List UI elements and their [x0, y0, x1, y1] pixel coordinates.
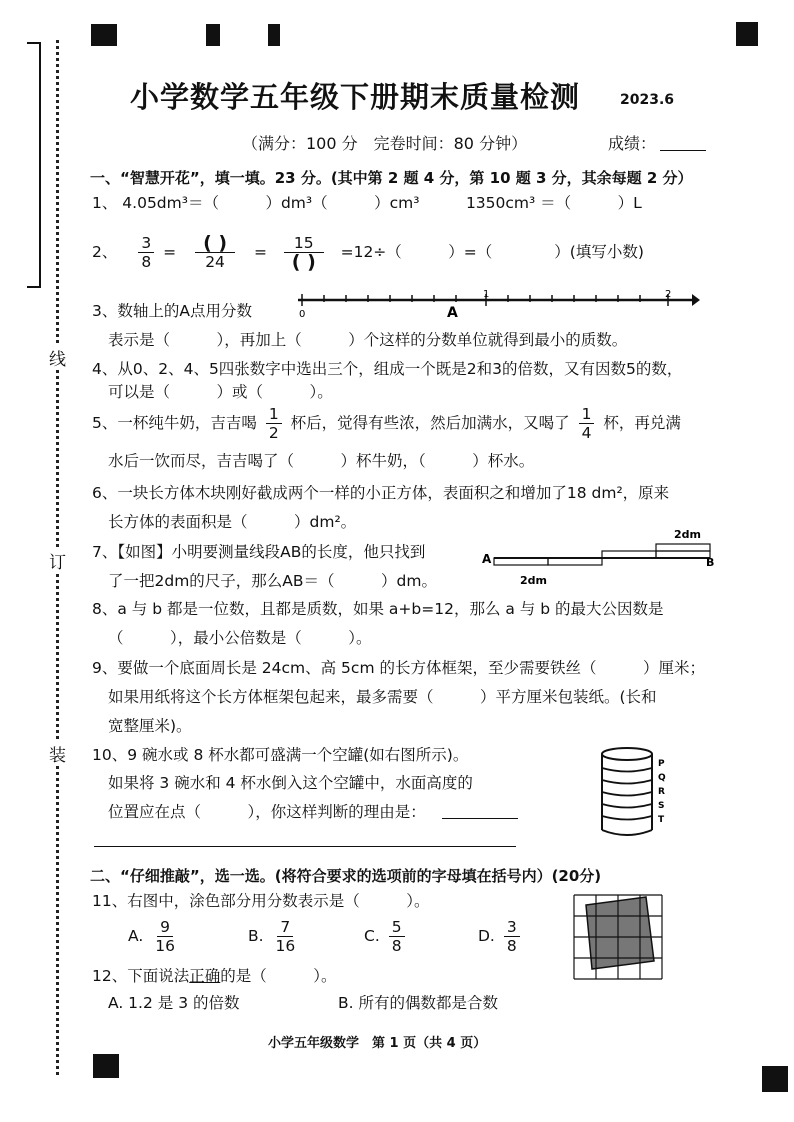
q8-line2: （ ），最小公倍数是（ ）。 — [108, 629, 372, 647]
q5-line1: 5、一杯纯牛奶，吉吉喝 $\frac{1}{2}$ 杯后，觉得有些浓，然后加满水，又喝了 $\frac{1}{4}$ 杯，再兑满 — [92, 405, 681, 442]
q3-line1: 3、数轴上的A点用分数 — [92, 302, 252, 320]
q5-fraction-quarter: $\frac{1}{4}$ — [579, 405, 595, 442]
q2-fraction-3[interactable]: $\frac{15}{( )}$ — [284, 234, 324, 271]
q2-fraction-2[interactable]: $\frac{( )}{24}$ — [195, 234, 235, 271]
q11: 11、右图中，涂色部分用分数表示是（ ）。 — [92, 892, 430, 910]
q9-line1: 9、要做一个底面周长是 24cm、高 5cm 的长方体框架，至少需要铁丝（ ）厘米； — [92, 659, 705, 677]
q12-option-a[interactable]: A. 1.2 是 3 的倍数 — [108, 994, 240, 1012]
q10-reason-blank-2[interactable] — [94, 846, 516, 847]
q2-rest: =12÷（ ）=（ ）(填写小数) — [340, 243, 644, 261]
axis-one: 1 — [483, 289, 490, 300]
q3-line2: 表示是（ ），再加上（ ）个这样的分数单位就得到最小的质数。 — [108, 331, 628, 349]
q7-line1: 7、【如图】小明要测量线段AB的长度，他只找到 — [92, 543, 426, 561]
q7-point-b: B — [706, 556, 715, 569]
q5-line2: 水后一饮而尽，吉吉喝了（ ）杯牛奶，（ ）杯水。 — [108, 452, 535, 470]
q7-label-bottom: 2dm — [520, 574, 547, 587]
q10-line3: 位置应在点（ ），你这样判断的理由是： — [108, 803, 426, 821]
q7-point-a: A — [482, 552, 492, 566]
q4-line2: 可以是（ ）或（ ）。 — [108, 383, 333, 401]
q6-line2: 长方体的表面积是（ ）dm²。 — [108, 513, 357, 531]
jar-label-p: P — [658, 759, 665, 769]
q2: 2、 $\frac{3}{8}$ = $\frac{( )}{24}$ = $\frac{15}{( )}$ =12÷（ ）=（ ）(填写小数) — [92, 232, 644, 273]
q7-ruler-figure — [480, 526, 720, 590]
q3-number-line — [290, 288, 700, 320]
jar-label-r: R — [658, 787, 665, 797]
q9-line2: 如果用纸将这个长方体框架包起来，最多需要（ ）平方厘米包装纸。(长和 — [108, 688, 657, 706]
registration-mark — [736, 22, 758, 46]
q10-line2: 如果将 3 碗水和 4 杯水倒入这个空罐中，水面高度的 — [108, 774, 473, 792]
registration-mark — [91, 24, 117, 46]
q9-line3: 宽整厘米)。 — [108, 717, 192, 735]
section2-heading: 二、“仔细推敲”，选一选。(将符合要求的选项前的字母填在括号内）(20分) — [90, 867, 602, 885]
q7-label-top: 2dm — [674, 528, 701, 541]
binding-bracket — [27, 42, 41, 288]
page-title: 小学数学五年级下册期末质量检测 — [130, 80, 581, 114]
section1-heading: 一、“智慧开花”，填一填。23 分。(其中第 2 题 4 分，第 10 题 3 分，其余每题 2 分） — [90, 169, 693, 187]
q5-fraction-half: $\frac{1}{2}$ — [266, 405, 282, 442]
page-footer: 小学五年级数学 第 1 页（共 4 页） — [268, 1036, 487, 1051]
score-blank[interactable] — [660, 150, 706, 151]
q2-fraction-1: $\frac{3}{8}$ — [138, 234, 154, 271]
jar-label-t: T — [658, 815, 665, 825]
q11-option-d[interactable]: D. $\frac{3}{8}$ — [478, 914, 524, 958]
q10-reason-blank-1[interactable] — [442, 818, 518, 819]
registration-mark — [93, 1054, 119, 1078]
jar-label-s: S — [658, 801, 665, 811]
exam-date: 2023.6 — [620, 92, 675, 108]
q1: 1、 4.05dm³＝（ ）dm³（ ）cm³ 1350cm³ ＝（ ）L — [92, 194, 642, 212]
score-label: 成绩： — [608, 134, 657, 153]
binding-char-ding: 订 — [49, 548, 66, 573]
axis-point-a: A — [447, 305, 458, 320]
q2-number: 2、 — [92, 243, 118, 261]
q11-option-b[interactable]: B. $\frac{7}{16}$ — [248, 918, 296, 955]
jar-label-q: Q — [658, 773, 666, 783]
q12-option-b[interactable]: B. 所有的偶数都是合数 — [338, 994, 498, 1012]
q11-option-a[interactable]: A. $\frac{9}{16}$ — [128, 918, 175, 955]
registration-mark — [268, 24, 280, 46]
registration-mark — [206, 24, 220, 46]
q8-line1: 8、a 与 b 都是一位数，且都是质数，如果 a+b=12，那么 a 与 b 的最大公因数是 — [92, 600, 664, 618]
exam-info: （满分：100 分 完卷时间：80 分钟） — [242, 134, 528, 153]
registration-mark — [762, 1066, 788, 1092]
axis-two: 2 — [665, 289, 672, 300]
q12: 12、下面说法正确的是（ ）。 — [92, 967, 337, 985]
binding-char-zhuang: 装 — [49, 741, 66, 766]
q7-line2: 了一把2dm的尺子，那么AB＝（ ）dm。 — [108, 572, 437, 590]
q12-underlined-word: 正确 — [189, 967, 221, 985]
q11-grid-figure — [572, 893, 664, 981]
q11-option-c[interactable]: C. $\frac{5}{8}$ — [364, 914, 409, 958]
q6-line1: 6、一块长方体木块刚好截成两个一样的小正方体，表面积之和增加了18 dm²，原来 — [92, 484, 670, 502]
q10-jar-figure — [598, 744, 678, 844]
q10-line1: 10、9 碗水或 8 杯水都可盛满一个空罐(如右图所示)。 — [92, 746, 469, 764]
q4-line1: 4、从0、2、4、5四张数字中选出三个，组成一个既是2和3的倍数，又有因数5的数， — [92, 360, 683, 378]
binding-char-xian: 线 — [49, 345, 66, 370]
axis-zero: 0 — [299, 309, 306, 320]
